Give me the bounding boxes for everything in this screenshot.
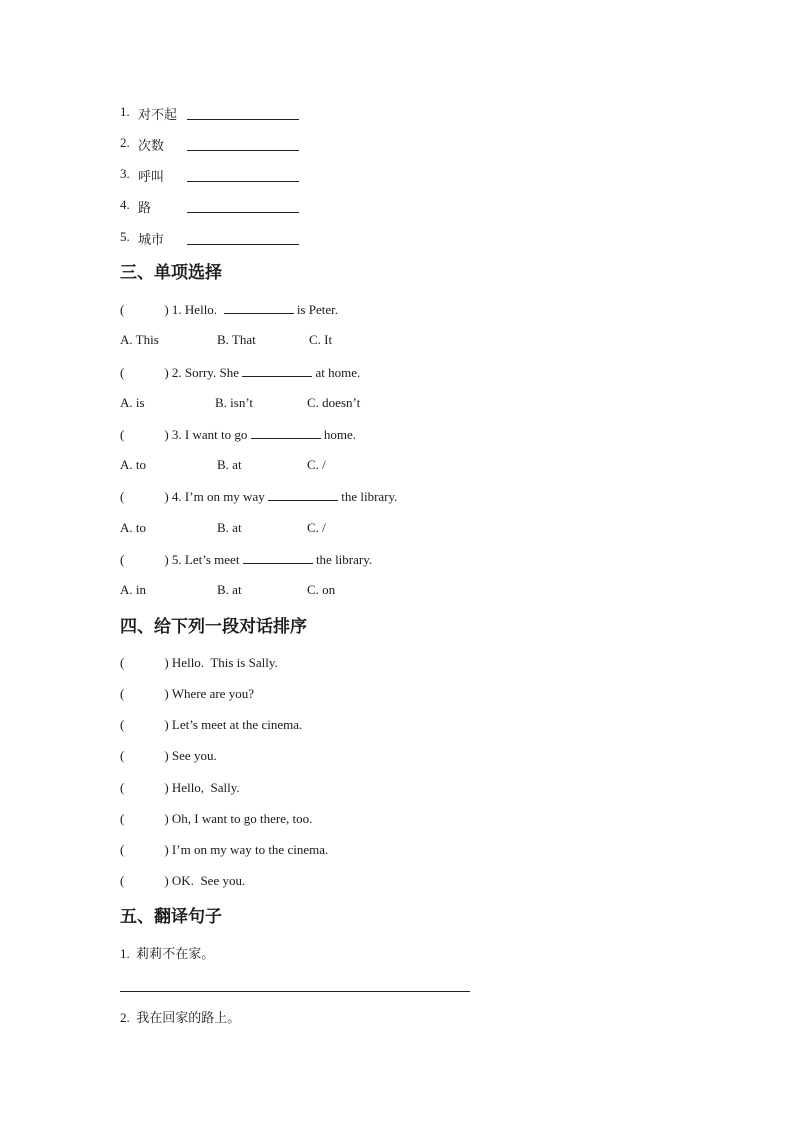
- dialogue-line: [120, 686, 254, 702]
- vocab-answer-blank[interactable]: [187, 105, 299, 120]
- dialogue-text: ) I’m on my way to the cinema.: [164, 842, 329, 857]
- dialogue-text: ) Let’s meet at the cinema.: [164, 717, 303, 732]
- option-a[interactable]: A. This: [120, 332, 159, 347]
- question-stem-end: the library.: [341, 489, 398, 504]
- option-a[interactable]: A. in: [120, 582, 146, 597]
- item-number: 2.: [120, 1010, 130, 1025]
- option-b[interactable]: B. isn’t: [215, 395, 254, 410]
- dialogue-line: [120, 655, 278, 671]
- answer-blank[interactable]: [251, 426, 321, 439]
- answer-blank[interactable]: [242, 364, 312, 377]
- section-heading-multiple-choice: 三、单项选择: [120, 263, 222, 283]
- question-3: [120, 426, 356, 443]
- dialogue-line: [120, 811, 312, 827]
- question-stem: ) 3. I want to go: [164, 427, 248, 442]
- vocab-word: 城市: [138, 232, 165, 247]
- vocab-number: 4.: [120, 197, 130, 212]
- paren-open: (: [120, 365, 125, 380]
- paren-open: (: [120, 427, 125, 442]
- vocab-answer-blank[interactable]: [187, 230, 299, 245]
- section-heading-dialogue-order: 四、给下列一段对话排序: [120, 617, 307, 637]
- vocab-word: 对不起: [138, 107, 178, 122]
- vocab-number: 1.: [120, 104, 130, 119]
- answer-blank[interactable]: [268, 488, 338, 501]
- dialogue-line: [120, 717, 302, 733]
- translate-item-1: [120, 946, 214, 962]
- question-stem: ) 2. Sorry. She: [164, 365, 239, 380]
- vocab-word: 次数: [138, 138, 165, 153]
- dialogue-line: [120, 842, 328, 858]
- dialogue-text: ) Hello, Sally.: [164, 780, 240, 795]
- question-stem: ) 4. I’m on my way: [164, 489, 265, 504]
- option-a[interactable]: A. is: [120, 395, 145, 410]
- option-c[interactable]: C. /: [307, 520, 326, 535]
- vocab-answer-blank[interactable]: [187, 136, 299, 151]
- question-2: [120, 364, 360, 381]
- item-number: 1.: [120, 946, 130, 961]
- dialogue-text: ) See you.: [164, 748, 217, 763]
- vocab-answer-blank[interactable]: [187, 198, 299, 213]
- paren-open: (: [120, 686, 125, 701]
- option-c[interactable]: C. on: [307, 582, 336, 597]
- paren-open: (: [120, 302, 125, 317]
- paren-open: (: [120, 873, 125, 888]
- answer-blank[interactable]: [243, 551, 313, 564]
- question-stem-end: the library.: [315, 552, 373, 567]
- option-c[interactable]: C. /: [307, 457, 326, 472]
- dialogue-text: ) Oh, I want to go there, too.: [164, 811, 313, 826]
- dialogue-line: [120, 873, 245, 889]
- translate-prompt: 我在回家的路上。: [136, 1010, 241, 1025]
- paren-open: (: [120, 655, 125, 670]
- vocab-number: 3.: [120, 166, 130, 181]
- paren-open: (: [120, 780, 125, 795]
- paren-open: (: [120, 552, 125, 567]
- paren-open: (: [120, 748, 125, 763]
- question-stem: ) 1. Hello.: [164, 302, 218, 317]
- question-1: [120, 301, 338, 318]
- option-b[interactable]: B. That: [217, 332, 256, 347]
- option-c[interactable]: C. It: [309, 332, 333, 347]
- dialogue-text: ) Hello. This is Sally.: [164, 655, 278, 670]
- vocab-word: 呼叫: [138, 169, 165, 184]
- option-b[interactable]: B. at: [217, 520, 242, 535]
- question-stem-end: at home.: [315, 365, 361, 380]
- dialogue-line: [120, 780, 240, 796]
- option-a[interactable]: A. to: [120, 520, 146, 535]
- vocab-number: 5.: [120, 229, 130, 244]
- dialogue-text: ) Where are you?: [164, 686, 254, 701]
- dialogue-text: ) OK. See you.: [164, 873, 246, 888]
- option-c[interactable]: C. doesn’t: [307, 395, 361, 410]
- question-stem-end: is Peter.: [296, 302, 338, 317]
- vocab-answer-blank[interactable]: [187, 167, 299, 182]
- section-heading-translate: 五、翻译句子: [120, 907, 222, 927]
- question-stem: ) 5. Let’s meet: [164, 552, 240, 567]
- dialogue-line: [120, 748, 217, 764]
- option-b[interactable]: B. at: [217, 457, 242, 472]
- option-b[interactable]: B. at: [217, 582, 242, 597]
- question-5: [120, 551, 372, 568]
- paren-open: (: [120, 811, 125, 826]
- paren-open: (: [120, 717, 125, 732]
- vocab-word: 路: [138, 200, 152, 215]
- translate-prompt: 莉莉不在家。: [136, 946, 215, 961]
- vocab-number: 2.: [120, 135, 130, 150]
- question-4: [120, 488, 397, 505]
- translate-answer-line[interactable]: [120, 991, 470, 992]
- paren-open: (: [120, 842, 125, 857]
- paren-open: (: [120, 489, 125, 504]
- option-a[interactable]: A. to: [120, 457, 146, 472]
- question-stem-end: home.: [323, 427, 357, 442]
- translate-item-2: [120, 1010, 240, 1026]
- answer-blank[interactable]: [224, 301, 294, 314]
